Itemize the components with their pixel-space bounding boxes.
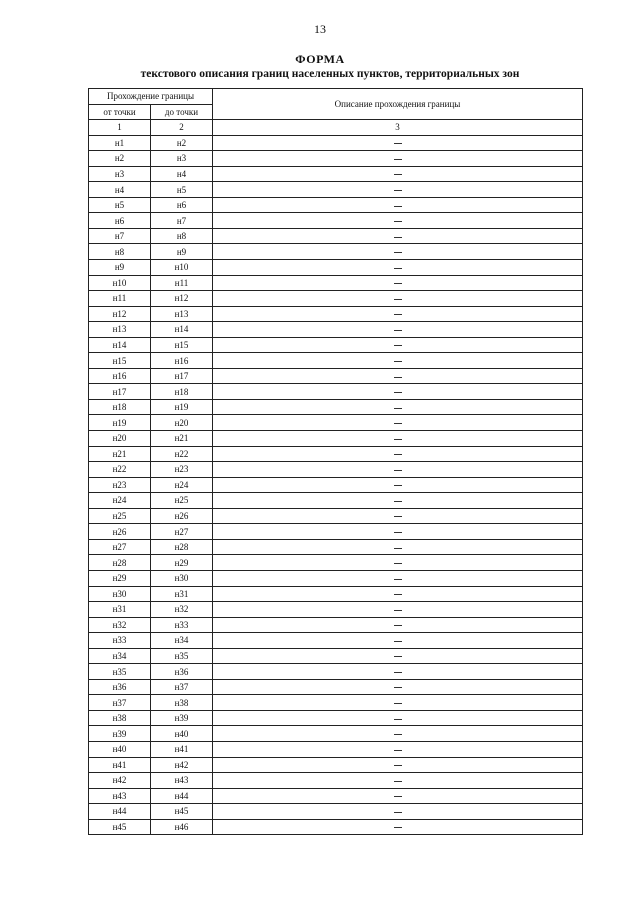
dash-mark <box>394 750 402 751</box>
from-point-cell: н9 <box>89 260 151 276</box>
to-point-cell: н25 <box>151 493 213 509</box>
from-point-cell: н39 <box>89 726 151 742</box>
description-cell <box>213 151 583 167</box>
table-row <box>89 804 583 820</box>
to-point-cell: н39 <box>151 710 213 726</box>
table-row <box>89 539 583 555</box>
column-number-1: 1 <box>89 120 151 136</box>
table-row <box>89 819 583 835</box>
dash-mark <box>394 610 402 611</box>
dash-mark <box>394 174 402 175</box>
dash-mark <box>394 563 402 564</box>
table-row <box>89 726 583 742</box>
table-body <box>89 135 583 835</box>
table-row <box>89 306 583 322</box>
table-row <box>89 182 583 198</box>
from-point-cell: н42 <box>89 773 151 789</box>
description-cell <box>213 586 583 602</box>
table-row <box>89 493 583 509</box>
description-cell <box>213 462 583 478</box>
from-point-cell: н3 <box>89 166 151 182</box>
from-point-cell: н41 <box>89 757 151 773</box>
description-cell <box>213 384 583 400</box>
table-row <box>89 135 583 151</box>
description-cell <box>213 555 583 571</box>
from-point-cell: н36 <box>89 679 151 695</box>
from-point-cell: н30 <box>89 586 151 602</box>
table-row <box>89 337 583 353</box>
to-point-cell: н26 <box>151 508 213 524</box>
dash-mark <box>394 672 402 673</box>
dash-mark <box>394 408 402 409</box>
table-row <box>89 555 583 571</box>
from-point-cell: н14 <box>89 337 151 353</box>
dash-mark <box>394 548 402 549</box>
to-point-cell: н35 <box>151 648 213 664</box>
to-point-cell: н45 <box>151 804 213 820</box>
description-cell <box>213 508 583 524</box>
table-row <box>89 757 583 773</box>
description-cell <box>213 710 583 726</box>
from-point-cell: н7 <box>89 228 151 244</box>
dash-mark <box>394 625 402 626</box>
table-row <box>89 291 583 307</box>
table-row <box>89 788 583 804</box>
dash-mark <box>394 827 402 828</box>
description-cell <box>213 788 583 804</box>
description-cell <box>213 275 583 291</box>
table-row <box>89 602 583 618</box>
dash-mark <box>394 454 402 455</box>
dash-mark <box>394 237 402 238</box>
table-row <box>89 446 583 462</box>
dash-mark <box>394 206 402 207</box>
table-row <box>89 431 583 447</box>
to-point-cell: н13 <box>151 306 213 322</box>
table-row <box>89 197 583 213</box>
table-row <box>89 741 583 757</box>
dash-mark <box>394 159 402 160</box>
table-row <box>89 508 583 524</box>
description-cell <box>213 648 583 664</box>
to-point-cell: н7 <box>151 213 213 229</box>
to-point-cell: н34 <box>151 633 213 649</box>
dash-mark <box>394 501 402 502</box>
from-point-cell: н28 <box>89 555 151 571</box>
dash-mark <box>394 641 402 642</box>
dash-mark <box>394 796 402 797</box>
description-cell <box>213 446 583 462</box>
to-point-cell: н3 <box>151 151 213 167</box>
from-point-cell: н16 <box>89 368 151 384</box>
dash-mark <box>394 423 402 424</box>
dash-mark <box>394 703 402 704</box>
to-point-cell: н27 <box>151 524 213 540</box>
to-point-cell: н12 <box>151 291 213 307</box>
description-cell <box>213 679 583 695</box>
dash-mark <box>394 687 402 688</box>
to-point-cell: н15 <box>151 337 213 353</box>
table-row <box>89 477 583 493</box>
dash-mark <box>394 812 402 813</box>
group-header-boundary-passage: Прохождение границы <box>89 89 213 105</box>
description-cell <box>213 757 583 773</box>
dash-mark <box>394 345 402 346</box>
to-point-cell: н28 <box>151 539 213 555</box>
dash-mark <box>394 252 402 253</box>
dash-mark <box>394 719 402 720</box>
table-row <box>89 679 583 695</box>
table-row <box>89 462 583 478</box>
description-cell <box>213 135 583 151</box>
dash-mark <box>394 734 402 735</box>
dash-mark <box>394 470 402 471</box>
description-cell <box>213 570 583 586</box>
description-cell <box>213 773 583 789</box>
from-point-cell: н22 <box>89 462 151 478</box>
table-row <box>89 368 583 384</box>
dash-mark <box>394 656 402 657</box>
to-point-cell: н17 <box>151 368 213 384</box>
from-point-cell: н2 <box>89 151 151 167</box>
to-point-cell: н37 <box>151 679 213 695</box>
dash-mark <box>394 439 402 440</box>
table-row <box>89 633 583 649</box>
column-header-from-point: от точки <box>89 104 151 120</box>
column-header-to-point: до точки <box>151 104 213 120</box>
table-row <box>89 228 583 244</box>
to-point-cell: н36 <box>151 664 213 680</box>
to-point-cell: н30 <box>151 570 213 586</box>
from-point-cell: н45 <box>89 819 151 835</box>
form-title: ФОРМА <box>295 52 345 66</box>
description-cell <box>213 337 583 353</box>
from-point-cell: н44 <box>89 804 151 820</box>
from-point-cell: н13 <box>89 322 151 338</box>
description-cell <box>213 602 583 618</box>
dash-mark <box>394 377 402 378</box>
from-point-cell: н32 <box>89 617 151 633</box>
dash-mark <box>394 485 402 486</box>
description-cell <box>213 291 583 307</box>
to-point-cell: н10 <box>151 260 213 276</box>
description-cell <box>213 244 583 260</box>
description-cell <box>213 741 583 757</box>
from-point-cell: н26 <box>89 524 151 540</box>
from-point-cell: н5 <box>89 197 151 213</box>
to-point-cell: н41 <box>151 741 213 757</box>
dash-mark <box>394 221 402 222</box>
table-row <box>89 695 583 711</box>
form-subtitle: текстового описания границ населенных пунктов, территориальных зон <box>140 68 520 80</box>
table-row <box>89 275 583 291</box>
to-point-cell: н8 <box>151 228 213 244</box>
from-point-cell: н24 <box>89 493 151 509</box>
description-cell <box>213 306 583 322</box>
from-point-cell: н29 <box>89 570 151 586</box>
to-point-cell: н23 <box>151 462 213 478</box>
table-row <box>89 664 583 680</box>
dash-mark <box>394 299 402 300</box>
description-cell <box>213 695 583 711</box>
from-point-cell: н25 <box>89 508 151 524</box>
column-number-3: 3 <box>213 120 583 136</box>
dash-mark <box>394 330 402 331</box>
from-point-cell: н35 <box>89 664 151 680</box>
table-row <box>89 151 583 167</box>
dash-mark <box>394 143 402 144</box>
from-point-cell: н43 <box>89 788 151 804</box>
dash-mark <box>394 579 402 580</box>
from-point-cell: н37 <box>89 695 151 711</box>
page-number: 13 <box>314 22 326 36</box>
dash-mark <box>394 361 402 362</box>
from-point-cell: н19 <box>89 415 151 431</box>
from-point-cell: н31 <box>89 602 151 618</box>
table-row <box>89 648 583 664</box>
to-point-cell: н29 <box>151 555 213 571</box>
description-cell <box>213 493 583 509</box>
to-point-cell: н33 <box>151 617 213 633</box>
to-point-cell: н6 <box>151 197 213 213</box>
table-row <box>89 322 583 338</box>
to-point-cell: н14 <box>151 322 213 338</box>
from-point-cell: н33 <box>89 633 151 649</box>
table-row <box>89 586 583 602</box>
from-point-cell: н6 <box>89 213 151 229</box>
table-row <box>89 244 583 260</box>
to-point-cell: н2 <box>151 135 213 151</box>
table-row <box>89 166 583 182</box>
description-cell <box>213 228 583 244</box>
dash-mark <box>394 532 402 533</box>
column-number-2: 2 <box>151 120 213 136</box>
description-cell <box>213 166 583 182</box>
description-cell <box>213 539 583 555</box>
table-row <box>89 617 583 633</box>
to-point-cell: н22 <box>151 446 213 462</box>
description-cell <box>213 431 583 447</box>
description-cell <box>213 477 583 493</box>
from-point-cell: н23 <box>89 477 151 493</box>
from-point-cell: н34 <box>89 648 151 664</box>
dash-mark <box>394 392 402 393</box>
description-cell <box>213 664 583 680</box>
to-point-cell: н5 <box>151 182 213 198</box>
description-cell <box>213 213 583 229</box>
to-point-cell: н19 <box>151 399 213 415</box>
dash-mark <box>394 781 402 782</box>
description-cell <box>213 633 583 649</box>
to-point-cell: н11 <box>151 275 213 291</box>
from-point-cell: н18 <box>89 399 151 415</box>
description-cell <box>213 260 583 276</box>
from-point-cell: н8 <box>89 244 151 260</box>
dash-mark <box>394 268 402 269</box>
to-point-cell: н9 <box>151 244 213 260</box>
from-point-cell: н17 <box>89 384 151 400</box>
description-cell <box>213 617 583 633</box>
dash-mark <box>394 594 402 595</box>
to-point-cell: н16 <box>151 353 213 369</box>
description-cell <box>213 353 583 369</box>
table-row <box>89 570 583 586</box>
from-point-cell: н10 <box>89 275 151 291</box>
dash-mark <box>394 190 402 191</box>
to-point-cell: н43 <box>151 773 213 789</box>
from-point-cell: н38 <box>89 710 151 726</box>
description-cell <box>213 197 583 213</box>
description-cell <box>213 524 583 540</box>
to-point-cell: н42 <box>151 757 213 773</box>
dash-mark <box>394 314 402 315</box>
table-row <box>89 773 583 789</box>
to-point-cell: н24 <box>151 477 213 493</box>
column-header-description: Описание прохождения границы <box>213 89 583 120</box>
table-row <box>89 710 583 726</box>
from-point-cell: н40 <box>89 741 151 757</box>
table-row <box>89 384 583 400</box>
to-point-cell: н4 <box>151 166 213 182</box>
description-cell <box>213 182 583 198</box>
from-point-cell: н15 <box>89 353 151 369</box>
from-point-cell: н12 <box>89 306 151 322</box>
to-point-cell: н18 <box>151 384 213 400</box>
table-row <box>89 353 583 369</box>
description-cell <box>213 726 583 742</box>
table-row <box>89 213 583 229</box>
table-row <box>89 524 583 540</box>
dash-mark <box>394 283 402 284</box>
to-point-cell: н46 <box>151 819 213 835</box>
dash-mark <box>394 516 402 517</box>
table-row <box>89 399 583 415</box>
description-cell <box>213 804 583 820</box>
from-point-cell: н27 <box>89 539 151 555</box>
to-point-cell: н32 <box>151 602 213 618</box>
description-cell <box>213 322 583 338</box>
to-point-cell: н38 <box>151 695 213 711</box>
from-point-cell: н1 <box>89 135 151 151</box>
from-point-cell: н11 <box>89 291 151 307</box>
boundary-description-table <box>88 88 583 835</box>
description-cell <box>213 819 583 835</box>
to-point-cell: н44 <box>151 788 213 804</box>
description-cell <box>213 368 583 384</box>
to-point-cell: н20 <box>151 415 213 431</box>
table-row <box>89 260 583 276</box>
table-row <box>89 415 583 431</box>
to-point-cell: н21 <box>151 431 213 447</box>
to-point-cell: н31 <box>151 586 213 602</box>
from-point-cell: н21 <box>89 446 151 462</box>
description-cell <box>213 399 583 415</box>
description-cell <box>213 415 583 431</box>
from-point-cell: н20 <box>89 431 151 447</box>
to-point-cell: н40 <box>151 726 213 742</box>
from-point-cell: н4 <box>89 182 151 198</box>
dash-mark <box>394 765 402 766</box>
